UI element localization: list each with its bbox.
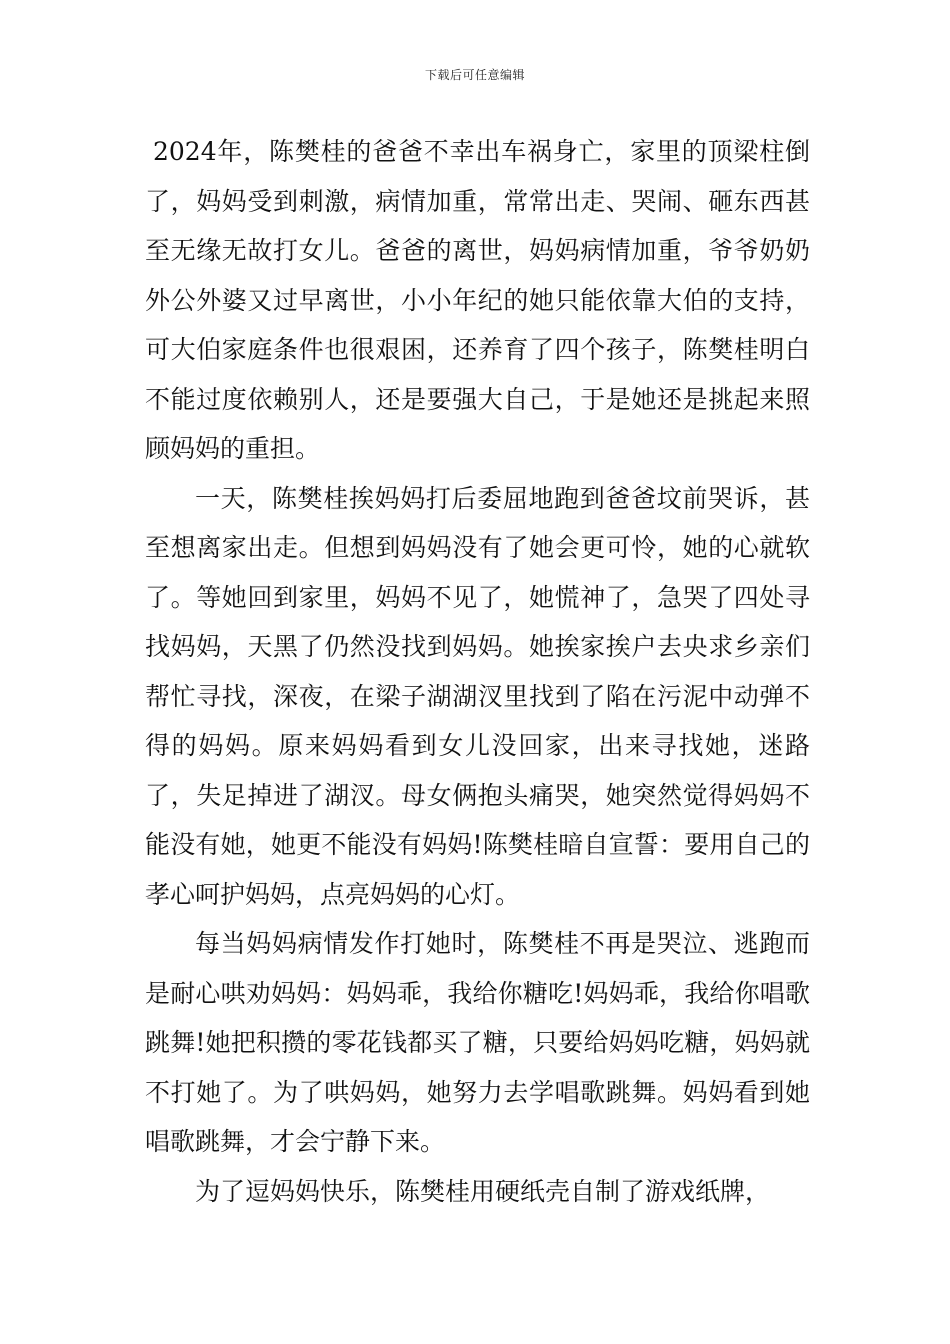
page-header: 下载后可任意编辑 xyxy=(424,68,525,82)
document-body xyxy=(145,127,810,1216)
paragraph-3: 每当妈妈病情发作打她时，陈樊桂不再是哭泣、逃跑而是耐心哄劝妈妈：妈妈乖，我给你糖吃!妈妈乖，我给你唱歌跳舞!她把积攒的零花钱都买了糖，只要给妈妈吃糖，妈妈就不打她了。为了哄妈妈，她努力去学唱歌跳舞。妈妈看到她唱歌跳舞，才会宁静下来。 xyxy=(145,929,810,1156)
paragraph-1: 2024年，陈樊桂的爸爸不幸出车祸身亡，家里的顶梁柱倒了，妈妈受到刺激，病情加重，常常出走、哭闹、砸东西甚至无缘无故打女儿。爸爸的离世，妈妈病情加重，爷爷奶奶外公外婆又过早离世，小小年纪的她只能依靠大伯的支持，可大伯家庭条件也很艰困，还养育了四个孩子，陈樊桂明白不能过度依赖别人，还是要强大自己，于是她还是挑起来照顾妈妈的重担。 xyxy=(145,137,810,463)
paragraph-2: 一天，陈樊桂挨妈妈打后委屈地跑到爸爸坟前哭诉，甚至想离家出走。但想到妈妈没有了她会更可怜，她的心就软了。等她回到家里，妈妈不见了，她慌神了，急哭了四处寻找妈妈，天黑了仍然没找到妈妈。她挨家挨户去央求乡亲们帮忙寻找，深夜，在梁子湖湖汊里找到了陷在污泥中动弹不得的妈妈。原来妈妈看到女儿没回家，出来寻找她，迷路了，失足掉进了湖汊。母女俩抱头痛哭，她突然觉得妈妈不能没有她，她更不能没有妈妈!陈樊桂暗自宣誓：要用自己的孝心呵护妈妈，点亮妈妈的心灯。 xyxy=(145,483,810,909)
paragraph-4: 为了逗妈妈快乐，陈樊桂用硬纸壳自制了游戏纸牌， xyxy=(195,1176,771,1206)
